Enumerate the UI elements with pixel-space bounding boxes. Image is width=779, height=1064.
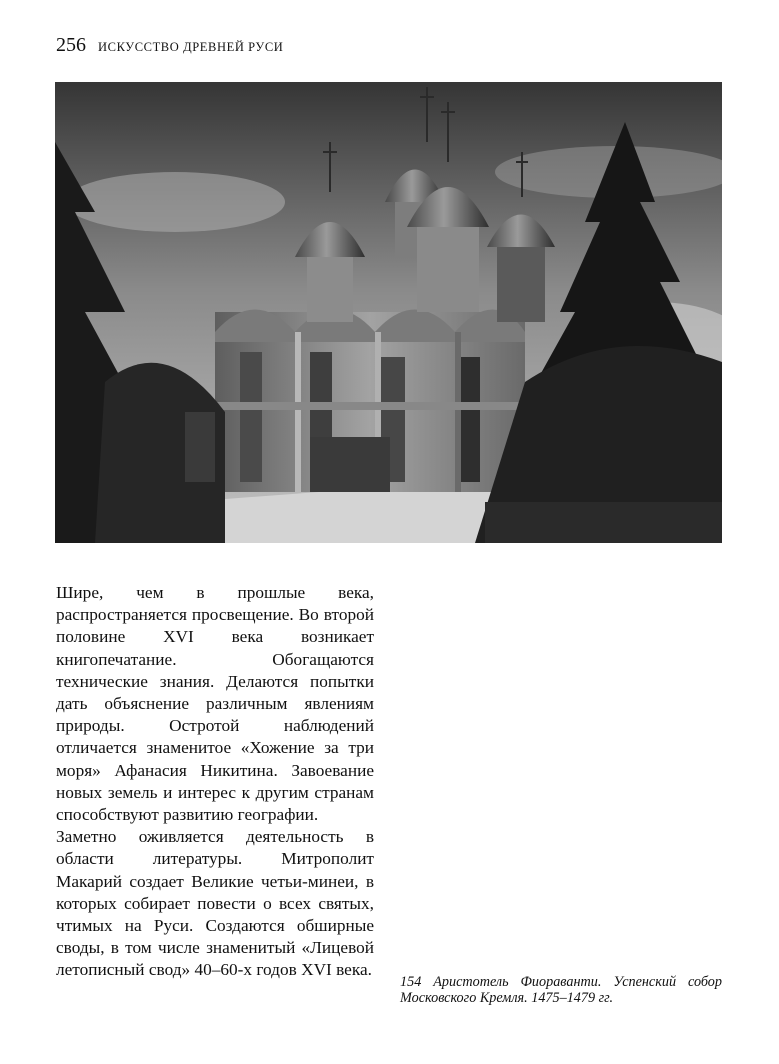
page-number: 256 [56,34,86,56]
figure-caption-text: Аристотель Фиораванти. Успенский собор Московского Кремля. 1475–1479 гг. [400,974,722,1006]
running-head [56,34,283,57]
running-title: ИСКУССТВО ДРЕВНЕЙ РУСИ [98,40,284,54]
hedge [485,502,722,543]
figure-caption [400,974,722,1006]
body-paragraph: Заметно оживляется деятельность в области литературы. Митрополит Макарий создает Великие четьи-минеи, в которых собирает повести о всех святых, чтимых на Руси. Создаются обширные своды, в том числе знаменитый «Лицевой летописный свод» 40–60-х годов XVI века. [56,827,374,980]
body-text [56,582,374,982]
figure-number: 154 [400,974,422,990]
cathedral-photograph [55,82,722,543]
cathedral [215,310,525,493]
body-paragraph: Шире, чем в прошлые века, распространяется просвещение. Во второй половине XVI века возникает книгопечатание. Обогащаются технические знания. Делаются попытки дать объяснение различным явлениям природы. Остротой наблюдений отличается знаменитое «Хожение за три моря» Афанасия Никитина. Завоевание новых земель и интерес к другим странам способствуют развитию географии. [56,583,374,825]
